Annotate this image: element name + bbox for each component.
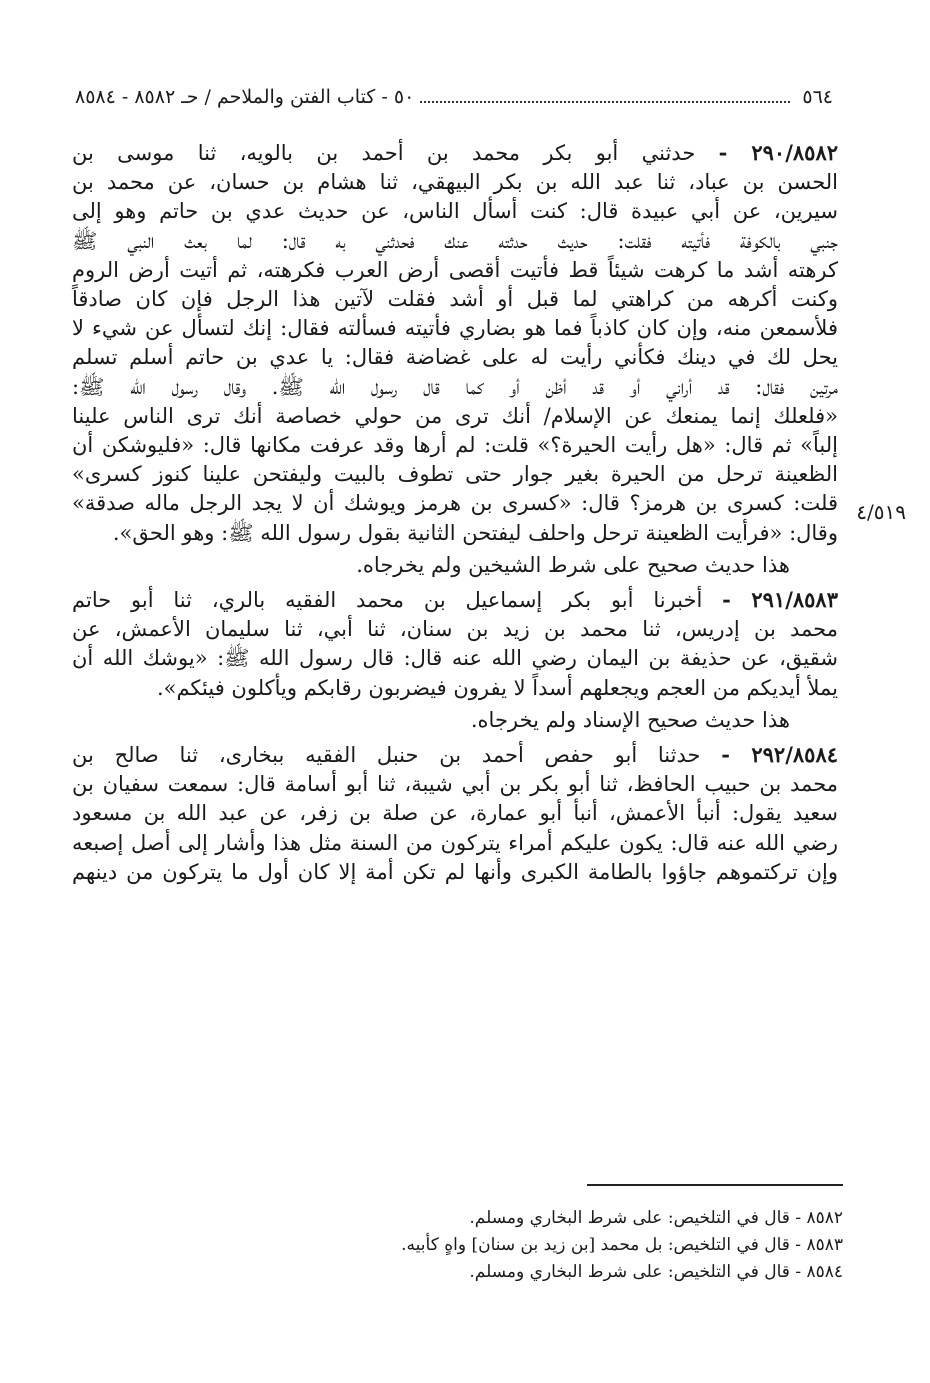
hadith-line: فلأسمعن منه، وإن كان كاذباً فما هو بضاري فأتيته فسألته فقال: إنك لتسأل عن شيء لا: [72, 316, 838, 341]
hadith-line: جنبي بالكوفة فأتيته فقلت: حديث حدثته عنك فحدثني به قال: لما بعث النبي ﷺ: [72, 228, 838, 253]
footnote: ٨٥٨٣ - قال في التلخيص: بل محمد [بن زيد بن سنان] واهٍ كأبيه.: [401, 1235, 843, 1255]
hadith-number: ٢٩١/٨٥٨٣ -: [722, 587, 838, 613]
header-title: ٥٠ - كتاب الفتن والملاحم / حـ ٨٥٨٢ - ٨٥٨٤: [75, 86, 415, 108]
hadith-line: الظعينة ترحل من الحيرة بغير جوار حتى تطوف بالبيت وليفتحن علينا كنوز كسرى»: [72, 462, 838, 487]
hadith-line: قلت: كسرى بن هرمز؟ قال: «كسرى بن هرمز ويوشك أن لا يجد الرجل ماله صدقة»: [72, 491, 838, 516]
hadith-line: وإن تركتموهم جاؤوا بالطامة الكبرى وأنها لم تكن أمة إلا كان أول ما يتركون من دينهم: [72, 859, 838, 884]
hadith-line: مرتين فقال: قد أراني أو قد أظن أو كما قال رسول الله ﷺ. وقال رسول الله ﷺ:: [72, 374, 838, 399]
hadith-line: رضي الله عنه قال: يكون عليكم أمراء يتركون من السنة مثل هذا وأشار إلى أصل إصبعه: [72, 830, 838, 855]
hadith-line: كرهته أشد ما كرهت شيئاً قط فأتيت أقصى أرض العرب فكرهته، ثم أتيت أرض الروم: [72, 257, 838, 282]
hadith-line: محمد بن حبيب الحافظ، ثنا أبو بكر بن أبي شيبة، ثنا أبو أسامة قال: سمعت سفيان بن: [72, 772, 838, 797]
hadith-line: الحسن بن عباد، ثنا عبد الله بن بكر البيهقي، ثنا هشام بن حسان، عن محمد بن: [72, 170, 838, 195]
hadith-line: إلباً» ثم قال: «هل رأيت الحيرة؟» قلت: لم أرها وقد عرفت مكانها قال: «فليوشكن أن: [72, 433, 838, 458]
hadith-line: «فلعلك إنما يمنعك عن الإسلام/ أنك ترى من حولي خصاصة أنك ترى الناس علينا: [72, 403, 838, 428]
page-number: ٥٦٤: [802, 86, 833, 108]
running-header: [75, 82, 833, 112]
main-text: [72, 138, 838, 887]
hadith-line: يحل لك في دينك فكأني رأيت له على غضاضة فقال: يا عدي بن حاتم أسلم تسلم: [72, 345, 838, 370]
hadith-line: محمد بن إدريس، ثنا محمد بن زيد بن سنان، ثنا أبي، ثنا سليمان الأعمش، عن: [72, 617, 838, 642]
footnotes: [200, 1205, 843, 1286]
hadith-line: ٢٩٠/٨٥٨٢ - حدثني أبو بكر محمد بن أحمد بن بالويه، ثنا موسى بن: [72, 140, 838, 165]
hadith-line: وقال: «فرأيت الظعينة ترحل واحلف ليفتحن الثانية بقول رسول الله ﷺ: وهو الحق».: [112, 520, 838, 545]
header-dotted-leader: [420, 91, 790, 103]
hadith-line: ٢٩١/٨٥٨٣ - أخبرنا أبو بكر إسماعيل بن محمد الفقيه بالري، ثنا أبو حاتم: [72, 587, 838, 613]
hadith-number: ٢٩٠/٨٥٨٢ -: [718, 140, 838, 165]
hadith-verdict: هذا حديث صحيح الإسناد ولم يخرجاه.: [470, 707, 790, 732]
hadith-verdict: هذا حديث صحيح على شرط الشيخين ولم يخرجاه.: [356, 552, 790, 577]
hadith-line: ٢٩٢/٨٥٨٤ - حدثنا أبو حفص أحمد بن حنبل الفقيه ببخارى، ثنا صالح بن: [72, 742, 838, 768]
footnote-separator: [587, 1184, 843, 1186]
hadith-line: يملأ أيديكم من العجم ويجعلهم أسداً لا يفرون فيضربون رقابكم ويأكلون فيئكم».: [156, 675, 838, 700]
hadith-number: ٢٩٢/٨٥٨٤ -: [721, 742, 838, 768]
footnote: ٨٥٨٢ - قال في التلخيص: على شرط البخاري ومسلم.: [469, 1208, 843, 1228]
hadith-line: سعيد يقول: أنبأ الأعمش، أنبأ أبو عمارة، عن صلة بن زفر، عن عبد الله بن مسعود: [72, 801, 838, 826]
margin-page-reference: ٤/٥١٩: [856, 500, 906, 524]
footnote: ٨٥٨٤ - قال في التلخيص: على شرط البخاري ومسلم.: [469, 1262, 843, 1282]
hadith-line: سيرين، عن أبي عبيدة قال: كنت أسأل الناس، عن حديث عدي بن حاتم وهو إلى: [72, 199, 838, 224]
hadith-line: وكنت أكرهه من كراهتي لما قبل أو أشد فقلت لآتين هذا الرجل فإن كان صادقاً: [72, 287, 838, 312]
hadith-line: شقيق، عن حذيفة بن اليمان رضي الله عنه قال: قال رسول الله ﷺ: «يوشك الله أن: [72, 646, 838, 671]
